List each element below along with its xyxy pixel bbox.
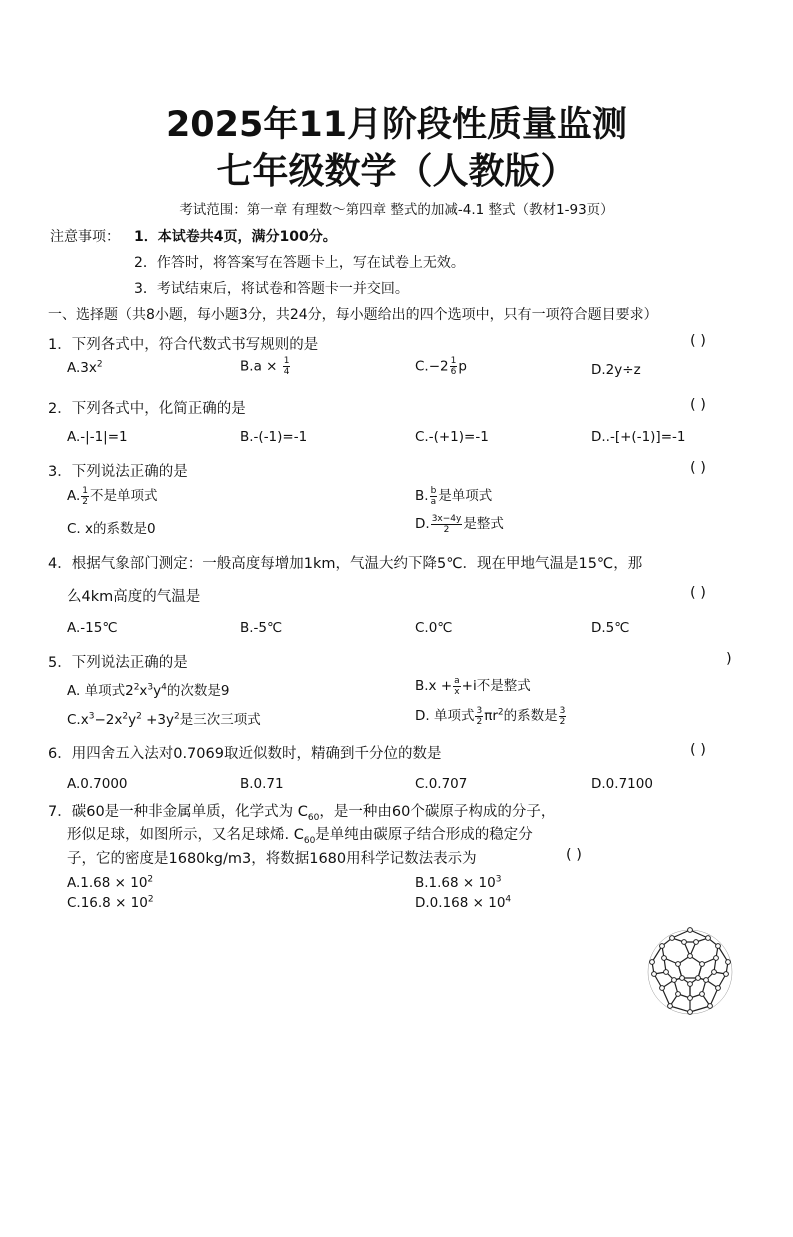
exam-title: 2025年11月阶段性质量监测: [165, 105, 628, 145]
question-6-option-c: C.0.707: [415, 776, 468, 792]
question-3-stem: 3．下列说法正确的是: [48, 464, 188, 480]
exam-subtitle: 七年级数学（人教版）: [216, 151, 577, 192]
question-7-option-b: $B.1.68 \times 10^3$: [415, 874, 502, 891]
section-heading: 一、选择题（共8小题，每小题3分，共24分，每小题给出的四个选项中，只有一项符合题目要求）: [48, 307, 658, 323]
notes-item-1: 1．本试卷共4页，满分100分。: [134, 229, 337, 245]
notes-item-3: 3．考试结束后，将试卷和答题卡一并交回。: [134, 281, 409, 297]
question-7-answer-paren: ( ): [566, 847, 582, 863]
question-5-option-b: B.x + $\frac{a}{x}$ +i不是整式: [415, 675, 531, 697]
question-5-answer-paren: ): [726, 651, 732, 667]
question-3-option-c: C. x的系数是0: [67, 521, 156, 537]
question-4-option-a: A.-15℃: [67, 620, 118, 636]
question-7-option-d: $D.0.168 \times 10^4$: [415, 894, 512, 911]
question-3-option-b: B. $\frac{b}{a}$ 是单项式: [415, 485, 493, 507]
question-5-option-a: A. 单项式$2^2x^3y^4$的次数是9: [67, 682, 230, 699]
question-2-stem: 2．下列各式中，化简正确的是: [48, 401, 246, 417]
question-6-option-d: D.0.7100: [591, 776, 653, 792]
fullerene-c60-illustration: [640, 922, 740, 1022]
question-1-option-b: B.a × $\frac{1}{4}$: [240, 356, 290, 377]
question-4-stem-line-2: 么4km高度的气温是: [67, 589, 201, 605]
question-5-stem: 5．下列说法正确的是: [48, 655, 188, 671]
question-1-answer-paren: ( ): [690, 333, 706, 349]
question-2-option-b: B.-(-1)=-1: [240, 429, 308, 445]
question-1-option-c: C.−2 $\frac{1}{6}$ p: [415, 356, 467, 377]
question-7-option-c: $C.16.8 \times 10^2$: [67, 894, 154, 911]
question-2-answer-paren: ( ): [690, 397, 706, 413]
question-4-option-c: C.0℃: [415, 620, 453, 636]
question-6-option-b: B.0.71: [240, 776, 284, 792]
question-1-option-d: D.2y÷z: [591, 362, 641, 378]
question-6-stem: 6．用四舍五入法对0.7069取近似数时，精确到千分位的数是: [48, 746, 442, 762]
question-3-option-d: D. $\frac{3x-4y}{2}$ 是整式: [415, 513, 504, 535]
question-7-stem-line-2: 形似足球，如图所示，又名足球烯. $C_{60}$是单纯由碳原子结合形成的稳定分: [67, 827, 533, 846]
question-5-option-d: D. 单项式 $\frac{3}{2}$ $\pi r^2$的系数是 $\frac{3}{2}$: [415, 705, 566, 727]
notes-label: 注意事项：: [50, 229, 120, 245]
question-2-option-a: A.-|-1|=1: [67, 429, 128, 445]
question-1-option-a: $A.3x^2$: [67, 359, 103, 376]
question-7-stem-line-3: 子，它的密度是1680kg/m3，将数据1680用科学记数法表示为: [67, 851, 477, 867]
question-7-option-a: $A.1.68 \times 10^2$: [67, 874, 154, 891]
exam-scope: 考试范围：第一章 有理数～第四章 整式的加减-4.1 整式（教材1-93页）: [179, 202, 614, 218]
question-4-option-d: D.5℃: [591, 620, 630, 636]
question-1-stem: 1．下列各式中，符合代数式书写规则的是: [48, 337, 319, 353]
question-6-answer-paren: ( ): [690, 742, 706, 758]
question-2-option-d: D..-[+(-1)]=-1: [591, 429, 686, 445]
question-3-option-a: A. $\frac{1}{2}$ 不是单项式: [67, 485, 158, 507]
question-2-option-c: C.-(+1)=-1: [415, 429, 489, 445]
question-3-answer-paren: ( ): [690, 460, 706, 476]
notes-item-2: 2．作答时，将答案写在答题卡上，写在试卷上无效。: [134, 255, 465, 271]
question-4-option-b: B.-5℃: [240, 620, 283, 636]
question-7-stem-line-1: 7．碳60是一种非金属单质，化学式为 $C_{60}$，是一种由60个碳原子构成的分子，: [48, 804, 556, 823]
question-4-stem-line-1: 4．根据气象部门测定：一般高度每增加1km，气温大约下降5℃．现在甲地气温是15℃，那: [48, 556, 643, 572]
question-6-option-a: A.0.7000: [67, 776, 128, 792]
question-4-answer-paren: ( ): [690, 585, 706, 601]
question-5-option-c: $C.x^3-2x^2y^2 +3y^2$是三次三项式: [67, 711, 261, 728]
